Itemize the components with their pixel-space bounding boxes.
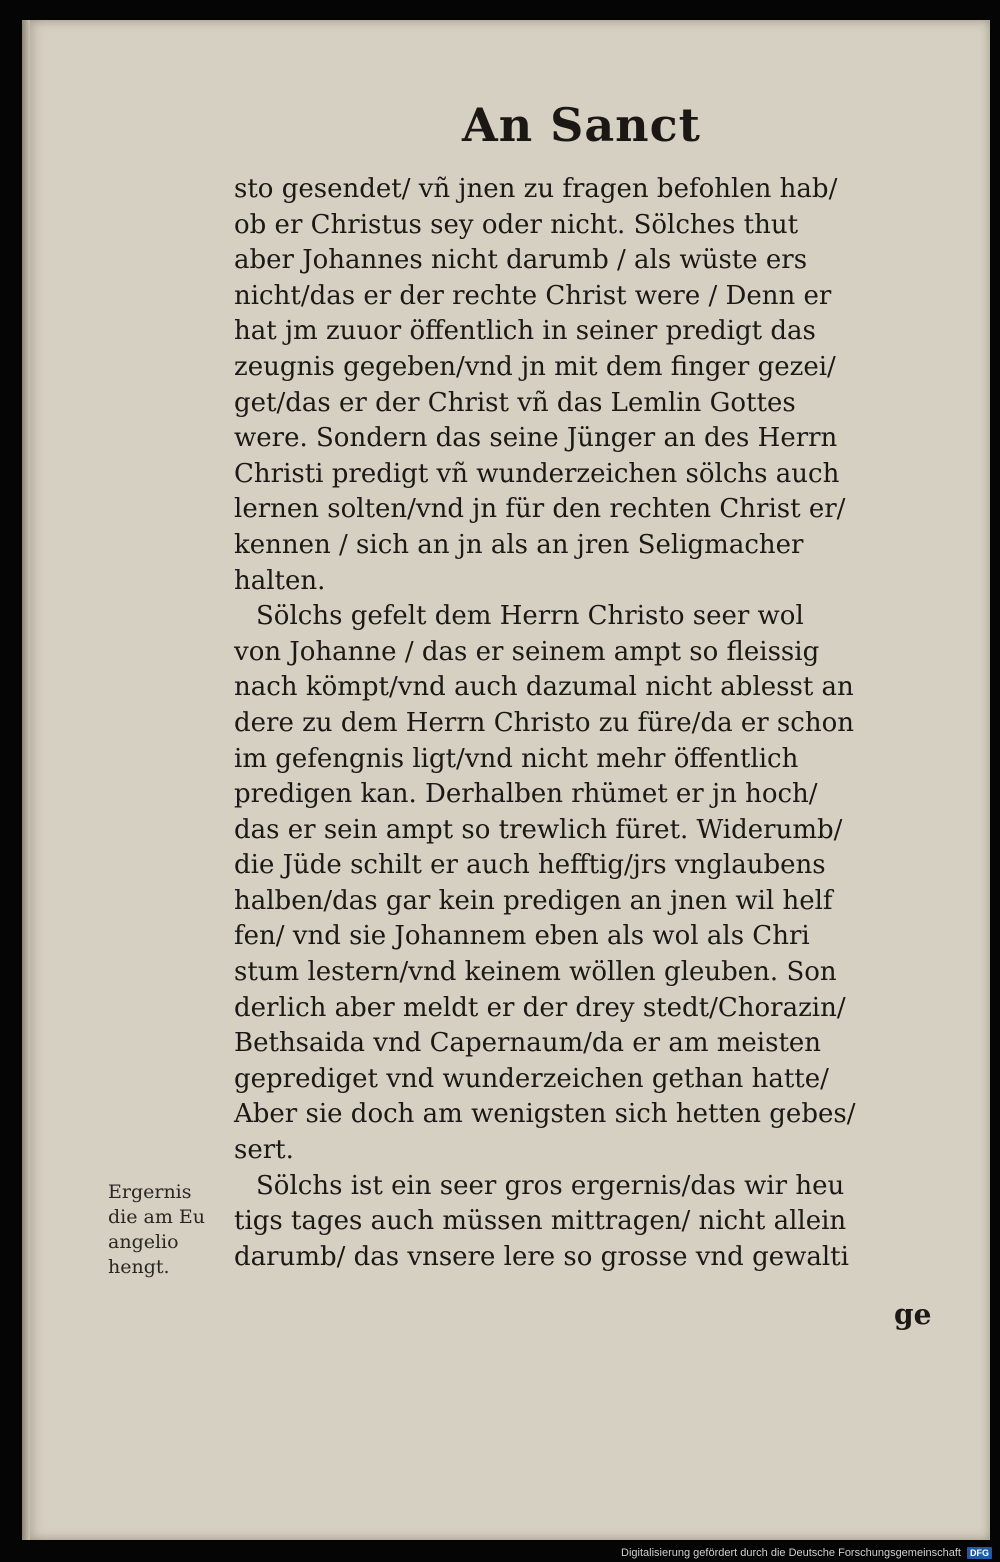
catchword: ge bbox=[894, 1298, 932, 1331]
text-line: hat jm zuuor öffentlich in seiner predigt das bbox=[234, 316, 816, 347]
text-line: aber Johannes nicht darumb / als wüste ers bbox=[234, 245, 808, 276]
marginal-line: die am Eu bbox=[108, 1206, 206, 1228]
text-line: zeugnis gegeben/vnd jn mit dem finger gezei/ bbox=[234, 351, 836, 382]
text-line: geprediget vnd wunderzeichen gethan hatte/ bbox=[234, 1063, 829, 1094]
text-line: were. Sondern das seine Jünger an des Herrn bbox=[234, 423, 838, 454]
text-line: dere zu dem Herrn Christo zu füre/da er schon bbox=[234, 707, 854, 738]
text-line: ob er Christus sey oder nicht. Sölches thut bbox=[234, 209, 799, 240]
text-line: Bethsaida vnd Capernaum/da er am meisten bbox=[234, 1028, 822, 1059]
book-page bbox=[22, 20, 990, 1540]
text-line: Christi predigt vñ wunderzeichen sölchs auch bbox=[234, 458, 840, 489]
page-gutter-shadow bbox=[22, 20, 30, 1540]
text-line: halben/das gar kein predigen an jnen wil helf bbox=[234, 885, 833, 916]
text-line: nicht/das er der rechte Christ were / Denn er bbox=[234, 280, 832, 311]
text-line: darumb/ das vnsere lere so grosse vnd gewalti bbox=[234, 1241, 849, 1272]
dfg-logo-icon: DFG bbox=[967, 1547, 992, 1559]
text-line: nach kömpt/vnd auch dazumal nicht ablesst an bbox=[234, 672, 854, 703]
text-line: Sölchs ist ein seer gros ergernis/das wir heu bbox=[256, 1170, 845, 1201]
footer bbox=[621, 1547, 992, 1559]
running-head: An Sanct bbox=[462, 98, 701, 152]
text-line: predigen kan. Derhalben rhümet er jn hoch/ bbox=[234, 779, 818, 810]
marginal-note bbox=[108, 1180, 238, 1280]
text-line: derlich aber meldt er der drey stedt/Chorazin/ bbox=[234, 992, 846, 1023]
text-line: von Johanne / das er seinem ampt so fleissig bbox=[234, 636, 820, 667]
text-line: lernen solten/vnd jn für den rechten Christ er/ bbox=[234, 494, 846, 525]
marginal-line: angelio bbox=[108, 1231, 179, 1253]
funding-credit: Digitalisierung gefördert durch die Deutsche Forschungsgemeinschaft bbox=[621, 1547, 961, 1559]
body-text bbox=[234, 172, 934, 1275]
text-line: stum lestern/vnd keinem wöllen gleuben. Son bbox=[234, 957, 837, 988]
text-line: fen/ vnd sie Johannem eben als wol als Chri bbox=[234, 921, 810, 952]
text-line: kennen / sich an jn als an jren Seligmacher bbox=[234, 529, 804, 560]
text-line: Aber sie doch am wenigsten sich hetten gebes/ bbox=[234, 1099, 856, 1130]
marginal-line: Ergernis bbox=[108, 1181, 192, 1203]
text-line: im gefengnis ligt/vnd nicht mehr öffentlich bbox=[234, 743, 799, 774]
text-line: sto gesendet/ vñ jnen zu fragen befohlen hab/ bbox=[234, 174, 838, 204]
text-line: Sölchs gefelt dem Herrn Christo seer wol bbox=[256, 601, 804, 632]
text-line: halten. bbox=[234, 565, 326, 596]
text-line: das er sein ampt so trewlich füret. Widerumb/ bbox=[234, 814, 843, 845]
marginal-line: hengt. bbox=[108, 1256, 170, 1278]
text-line: get/das er der Christ vñ das Lemlin Gottes bbox=[234, 387, 796, 418]
text-line: sert. bbox=[234, 1135, 294, 1166]
text-line: die Jüde schilt er auch hefftig/jrs vnglaubens bbox=[234, 850, 826, 881]
text-line: tigs tages auch müssen mittragen/ nicht allein bbox=[234, 1206, 847, 1237]
